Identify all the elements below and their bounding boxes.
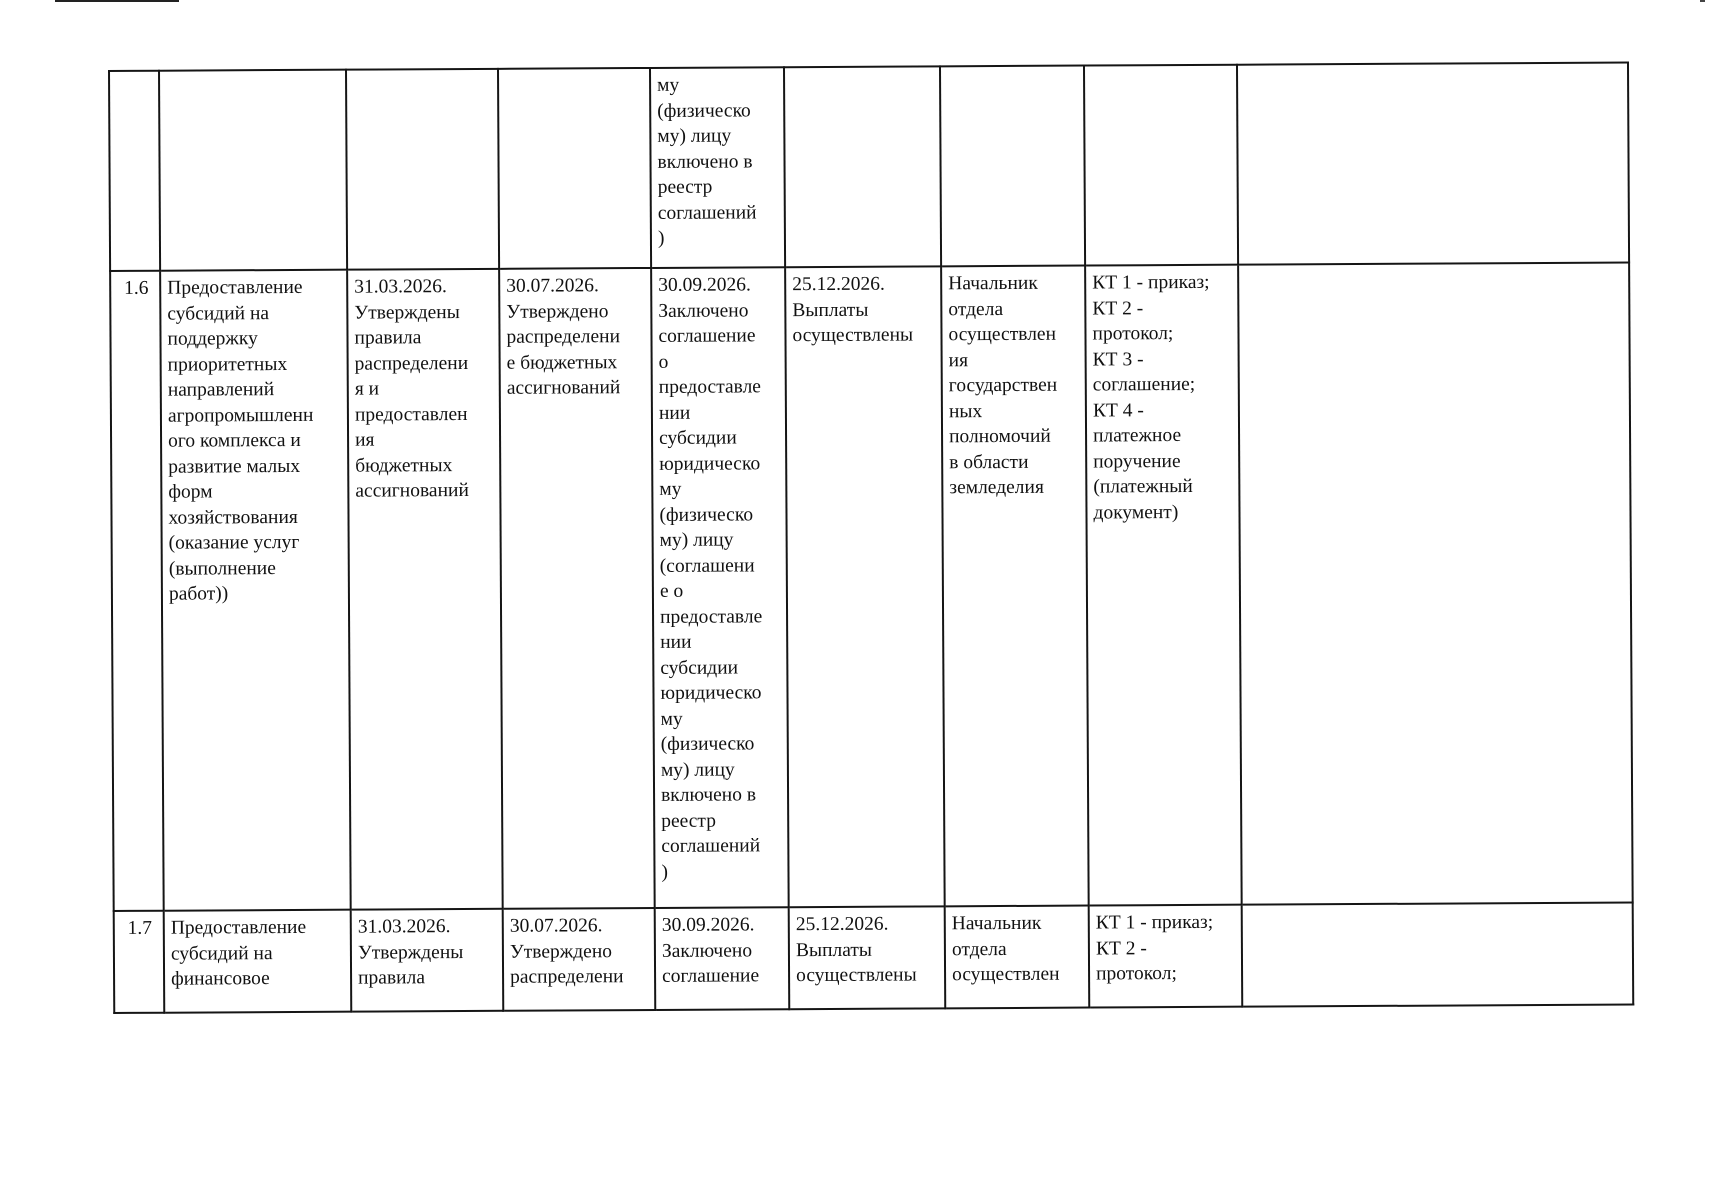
- cell-text-line: 30.07.2026.: [509, 915, 603, 937]
- extra-info-cell: [1238, 263, 1633, 905]
- cell-text-line: КТ 3 -: [1092, 348, 1144, 371]
- cell-text-line: му: [659, 478, 682, 500]
- cell-text-line: субсидий на: [170, 942, 273, 965]
- control-point-3-cell: [655, 907, 790, 1010]
- cell-text-line: 30.09.2026.: [658, 274, 751, 296]
- cell-text-line: я и: [354, 378, 380, 400]
- cell-text-line: му: [657, 74, 680, 96]
- control-point-1-cell: [346, 69, 499, 270]
- cell-text-line: 31.03.2026.: [354, 276, 447, 298]
- event-name-cell: [160, 270, 351, 911]
- cell-text-line: (физическо: [657, 99, 751, 122]
- cell-text-line: поручение: [1093, 450, 1181, 473]
- control-point-3-cell: [651, 267, 789, 908]
- control-point-2-cell: [498, 68, 651, 269]
- cell-text-line: соглашение: [658, 325, 756, 347]
- cell-text-line: ): [657, 227, 665, 249]
- cell-text-line: осуществлены: [792, 324, 914, 347]
- control-point-2-cell: [503, 908, 656, 1011]
- cell-text-line: юридическо: [660, 682, 762, 704]
- cell-text-line: е о: [659, 580, 684, 602]
- cell-text-line: развитие малых: [168, 455, 301, 478]
- cell-text-line: Предоставление: [167, 276, 303, 299]
- cell-text-line: (выполнение: [168, 557, 276, 580]
- cell-text-line: му) лицу: [659, 529, 734, 551]
- control-point-1-cell: [347, 269, 503, 910]
- cell-text-line: Утверждены: [357, 941, 464, 964]
- cell-text-line: соглашений: [657, 201, 757, 224]
- cell-text-line: предоставлен: [354, 403, 468, 426]
- cell-text-line: КТ 4 -: [1092, 399, 1144, 422]
- cell-text-line: предоставле: [660, 605, 763, 628]
- control-point-4-cell: [784, 66, 941, 267]
- control-point-3-cell: [650, 67, 785, 268]
- row-number-cell: 1.6: [110, 271, 164, 911]
- cell-text-line: осуществлены: [796, 964, 917, 987]
- cell-text-line: субсидии: [659, 427, 737, 449]
- extra-info-cell: [1242, 902, 1634, 1006]
- cell-text-line: документ): [1093, 501, 1179, 524]
- event-name-cell: [159, 70, 347, 271]
- cell-text-line: юридическо: [659, 452, 761, 475]
- cell-text-line: осуществлен: [952, 963, 1060, 986]
- cell-text-line: субсидии: [660, 656, 739, 679]
- cell-text-line: Начальник: [948, 272, 1038, 295]
- event-name-cell: [164, 910, 352, 1013]
- cell-text-line: (физическо: [660, 733, 755, 755]
- supporting-documents-cell: [1085, 265, 1242, 906]
- cell-text-line: ия: [355, 429, 375, 451]
- cell-text-line: (платежный: [1093, 475, 1193, 498]
- cell-text-line: (оказание услуг: [168, 531, 300, 554]
- cell-text-line: предоставле: [658, 376, 761, 398]
- cell-text-line: Утверждены: [354, 301, 460, 324]
- cell-text-line: (соглашени: [659, 554, 755, 577]
- cell-text-line: государствен: [948, 374, 1058, 397]
- cell-text-line: включено в: [657, 150, 753, 173]
- cell-text-line: приоритетных: [167, 353, 288, 376]
- cell-text-line: соглашение: [662, 965, 760, 987]
- supporting-documents-cell: [1089, 905, 1243, 1008]
- cell-text-line: Заключено: [661, 939, 753, 962]
- cell-text-line: Заключено: [658, 299, 749, 322]
- cell-text-line: полномочий: [949, 425, 1051, 448]
- cell-text-line: нии: [660, 631, 692, 653]
- cell-text-line: поддержку: [167, 328, 258, 350]
- cell-text-line: правила: [354, 327, 422, 349]
- cell-text-line: распределени: [506, 326, 621, 348]
- cell-text-line: осуществлен: [948, 323, 1057, 346]
- cell-text-line: финансовое: [171, 968, 270, 990]
- responsible-person-cell: [940, 66, 1085, 267]
- cell-text-line: 30.09.2026.: [661, 914, 755, 936]
- cell-text-line: работ)): [168, 583, 229, 605]
- supporting-documents-cell: [1084, 65, 1238, 266]
- control-point-4-cell: [789, 906, 946, 1009]
- corner-scan-mark: [1700, 0, 1705, 2]
- cell-text-line: ных: [948, 400, 983, 422]
- table-row: [109, 63, 1629, 271]
- cell-text-line: платежное: [1093, 425, 1182, 447]
- control-points-table: [108, 62, 1634, 1014]
- cell-text-line: Выплаты: [792, 299, 869, 321]
- cell-text-line: 31.03.2026.: [357, 916, 451, 938]
- control-point-1-cell: [351, 909, 504, 1012]
- cell-text-line: ого комплекса и: [168, 429, 301, 452]
- cell-text-line: Утверждено: [506, 300, 609, 323]
- cell-text-line: КТ 1 - приказ;: [1092, 271, 1210, 294]
- cell-text-line: КТ 2 -: [1095, 937, 1147, 959]
- control-point-4-cell: [785, 266, 945, 907]
- cell-text-line: в области: [949, 451, 1029, 473]
- cell-text-line: ): [661, 861, 669, 883]
- cell-text-line: ассигнований: [506, 377, 621, 399]
- cell-text-line: КТ 1 - приказ;: [1095, 911, 1214, 934]
- cell-text-line: нии: [658, 402, 691, 424]
- cell-text-line: му) лицу: [657, 125, 732, 147]
- responsible-person-cell: [945, 906, 1090, 1009]
- cell-text-line: (физическо: [659, 503, 754, 526]
- extra-info-cell: [1237, 63, 1629, 265]
- cell-text-line: правила: [358, 967, 426, 989]
- cell-text-line: о: [658, 351, 669, 373]
- cell-text-line: Выплаты: [795, 939, 873, 961]
- control-point-2-cell: [499, 268, 655, 909]
- cell-text-line: субсидий на: [167, 302, 270, 325]
- cell-text-line: соглашений: [661, 835, 761, 857]
- cell-text-line: ия: [948, 349, 969, 371]
- cell-text-line: Начальник: [951, 912, 1042, 935]
- responsible-person-cell: [941, 266, 1089, 907]
- cell-text-line: распределени: [354, 352, 469, 375]
- cell-text-line: му: [660, 708, 683, 730]
- cell-text-line: бюджетных: [355, 454, 453, 477]
- top-page-rule: [55, 0, 179, 2]
- table-row: [110, 263, 1633, 911]
- cell-text-line: хозяйствования: [168, 506, 298, 529]
- cell-text-line: форм: [168, 481, 213, 503]
- cell-text-line: реестр: [657, 176, 713, 198]
- cell-text-line: включено в: [661, 784, 757, 806]
- table-row: [114, 902, 1634, 1012]
- cell-text-line: 25.12.2026.: [795, 913, 889, 936]
- cell-text-line: му) лицу: [660, 759, 735, 781]
- cell-text-line: Утверждено: [509, 940, 613, 963]
- cell-text-line: ассигнований: [355, 479, 469, 502]
- cell-text-line: направлений: [167, 379, 275, 401]
- cell-text-line: 25.12.2026.: [792, 273, 885, 296]
- cell-text-line: Предоставление: [170, 916, 307, 939]
- cell-text-line: соглашение;: [1092, 373, 1196, 396]
- cell-text-line: реестр: [661, 810, 716, 832]
- row-number-cell: [109, 71, 160, 271]
- cell-text-line: протокол;: [1092, 323, 1174, 345]
- cell-text-line: распределени: [510, 966, 624, 988]
- row-number-cell: 1.7: [114, 911, 165, 1013]
- cell-text-line: протокол;: [1096, 963, 1177, 985]
- cell-text-line: е бюджетных: [506, 351, 618, 374]
- cell-text-line: КТ 2 -: [1092, 297, 1144, 320]
- cell-text-line: отдела: [951, 938, 1007, 960]
- cell-text-line: 30.07.2026.: [506, 275, 599, 297]
- cell-text-line: агропромышленн: [167, 404, 314, 427]
- cell-text-line: земледелия: [949, 476, 1044, 499]
- cell-text-line: отдела: [948, 298, 1004, 320]
